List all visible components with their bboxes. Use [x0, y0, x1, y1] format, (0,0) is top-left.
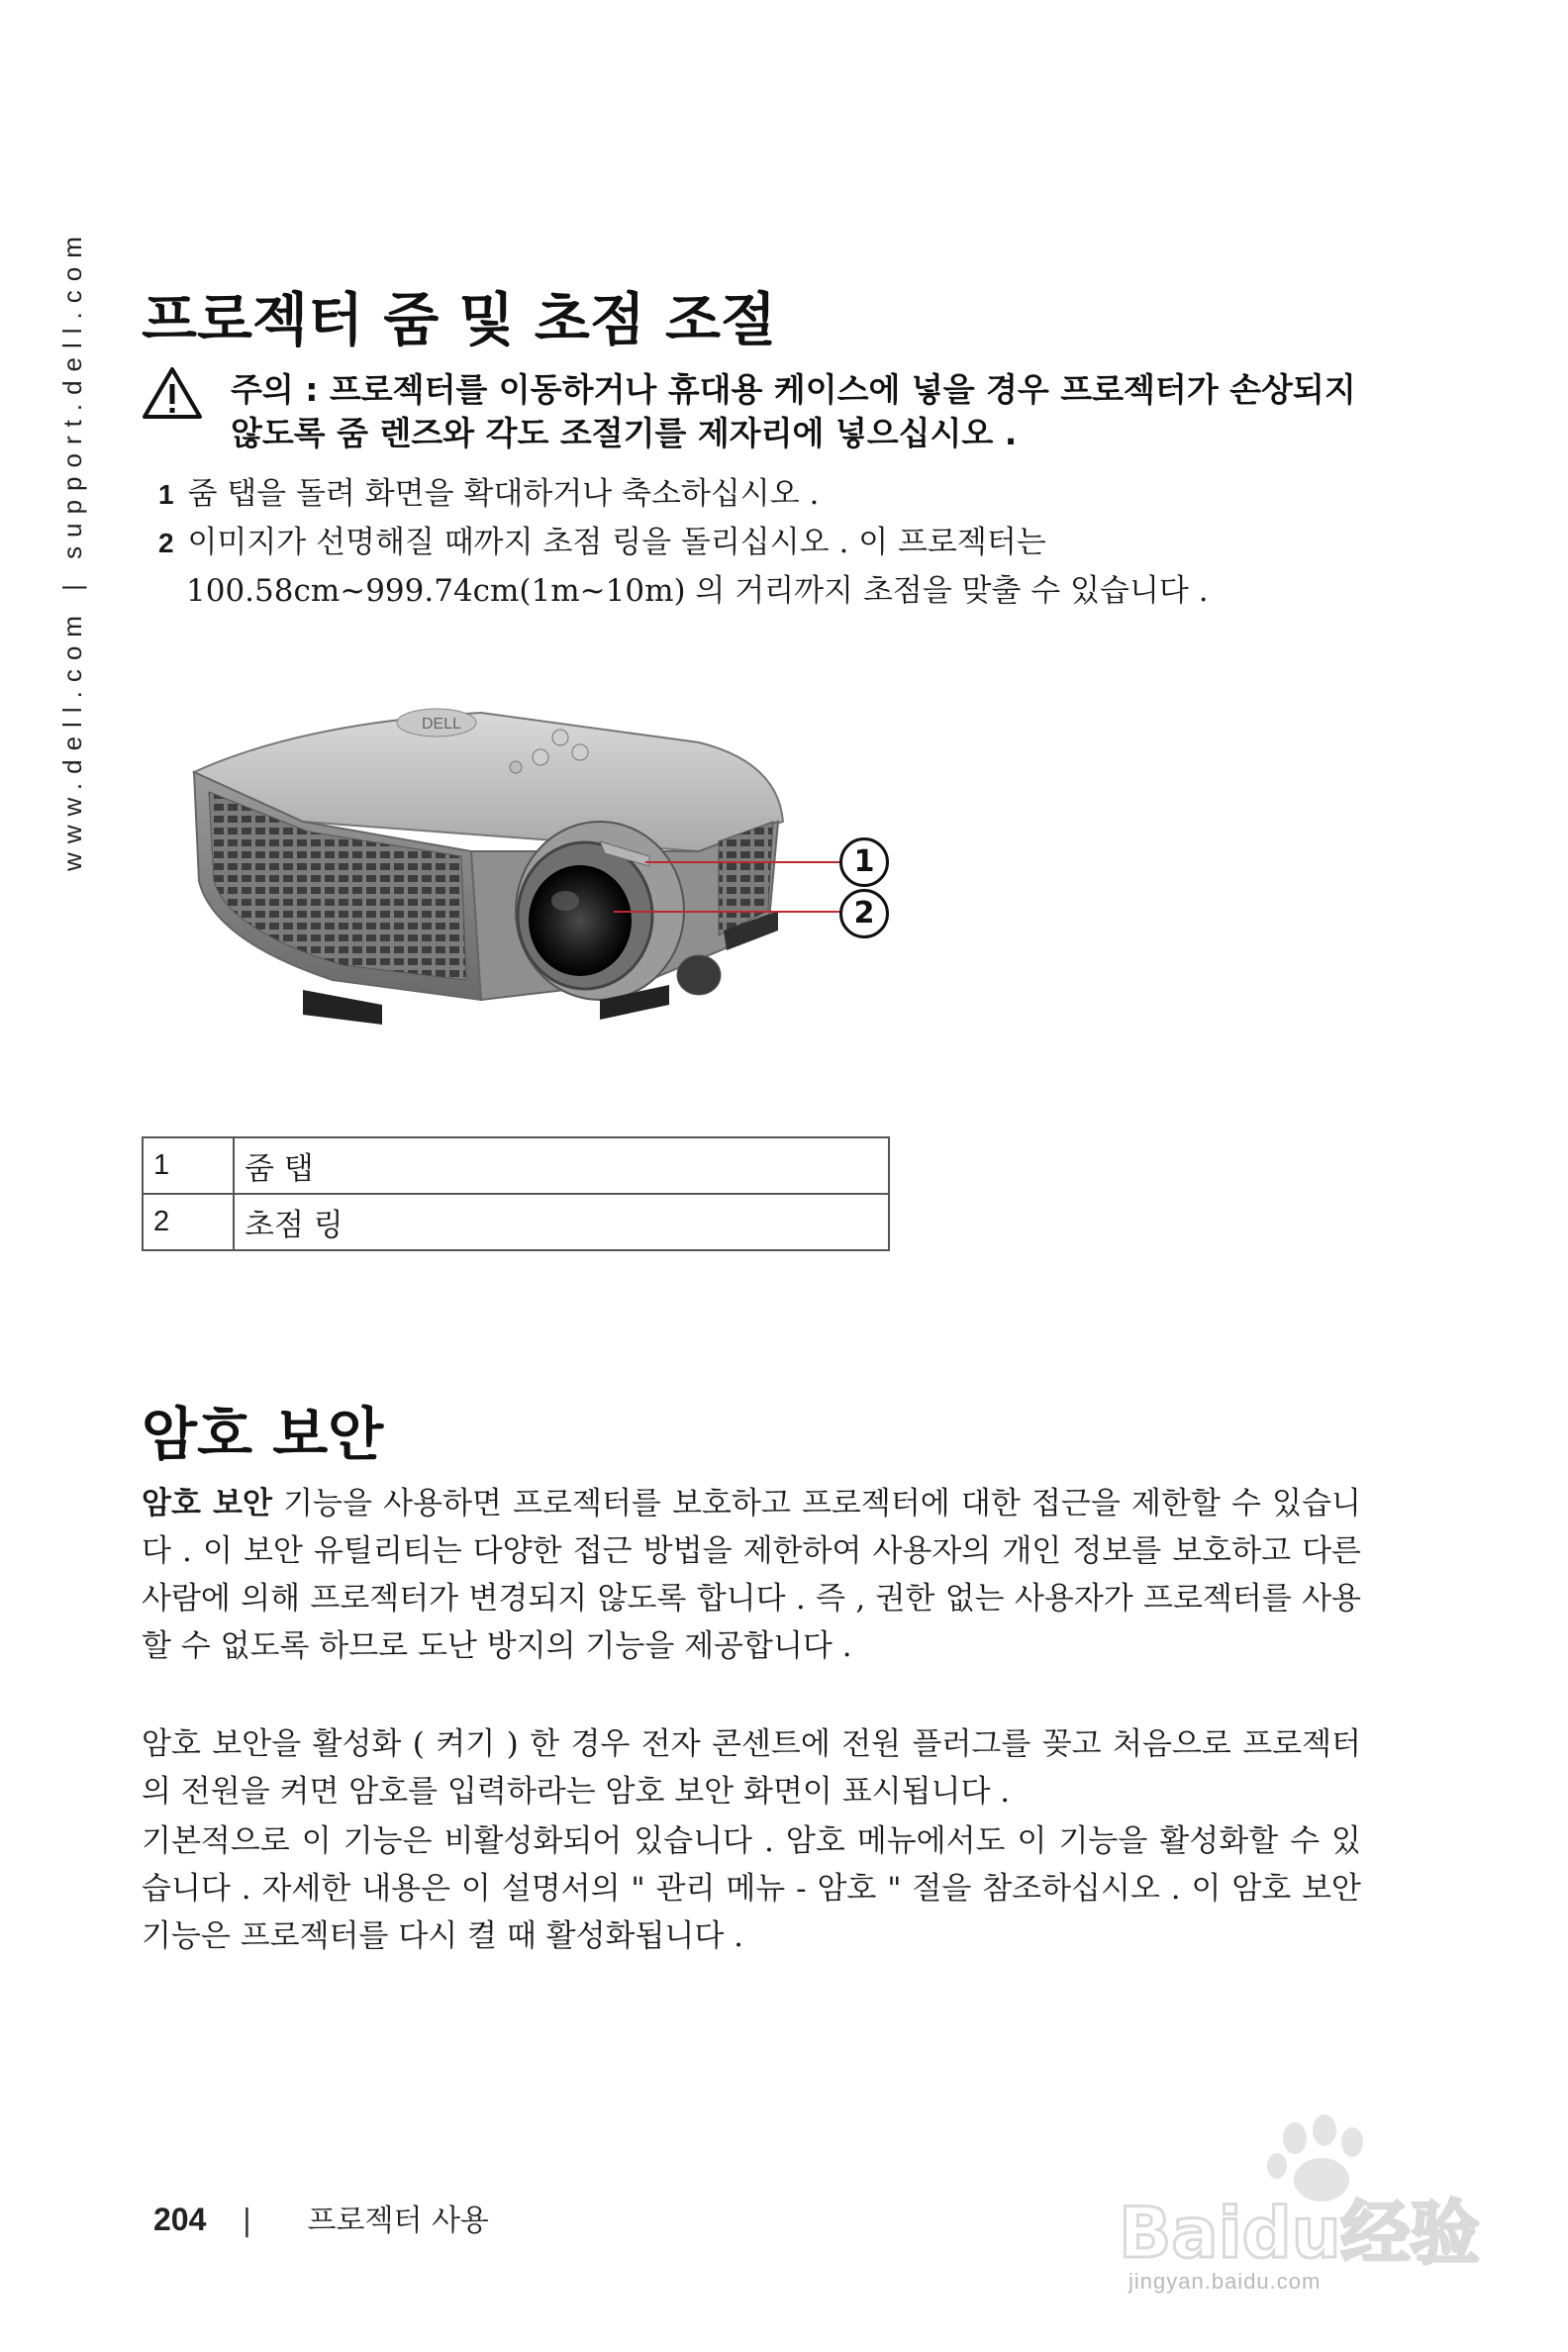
paragraph	[142, 1480, 1361, 1670]
bold-term: 암호 보안	[142, 1486, 272, 1521]
watermark-url: jingyan.baidu.com	[1128, 2269, 1322, 2294]
table-row	[143, 1137, 889, 1194]
watermark-brand-text: Baidu经验	[1119, 2193, 1480, 2274]
paragraph: 기본적으로 이 기능은 비활성화되어 있습니다 . 암호 메뉴에서도 이 기능을 활성화할 수 있습니다 . 자세한 내용은 이 설명서의 " 관리 메뉴 - 암호 " 절을 참조하십시오 . 이 암호 보안 기능은 프로젝터를 다시 켤 때 활성화됩니다 .	[142, 1823, 1361, 1954]
step-number: 2	[158, 528, 174, 558]
legend-number: 2	[143, 1194, 234, 1250]
warning-icon	[142, 366, 203, 420]
legend-number: 1	[143, 1137, 234, 1194]
caution-text: 주의 : 프로젝터를 이동하거나 휴대용 케이스에 넣을 경우 프로젝터가 손상되지 않도록 줌 렌즈와 각도 조절기를 제자리에 넣으십시오 .	[231, 370, 1356, 452]
legend-table	[142, 1136, 890, 1251]
section-title-password-security: 암호 보안	[142, 1401, 384, 1468]
step-number: 1	[158, 479, 174, 510]
page-number: 204	[153, 2202, 207, 2237]
step-text: 이미지가 선명해질 때까지 초점 링을 돌리십시오 . 이 프로젝터는	[187, 525, 1046, 560]
page-footer	[153, 2196, 489, 2239]
caution-notice	[142, 368, 1359, 455]
table-row	[143, 1194, 889, 1250]
projector-photo	[184, 683, 798, 1025]
section-title-zoom-focus: 프로젝터 줌 및 초점 조절	[142, 286, 777, 353]
callout-2: 2	[839, 889, 889, 938]
callout-leader-line	[645, 861, 839, 863]
footer-separator: |	[242, 2204, 252, 2238]
callout-leader-line	[614, 911, 839, 913]
paragraph-text: 기능을 사용하면 프로젝터를 보호하고 프로젝터에 대한 접근을 제한할 수 있습니다 . 이 보안 유틸리티는 다양한 접근 방법을 제한하여 사용자의 개인 정보를 보호하고 다른 사람에 의해 프로젝터가 변경되지 않도록 합니다 . 즉 , 권한 없는 사용자가 프로젝터를 사용할 수 없도록 하므로 도난 방지의 기능을 제공합니다 .	[142, 1486, 1362, 1664]
step-text-continued: 100.58cm~999.74cm(1m~10m) 의 거리까지 초점을 맞출 수 있습니다 .	[186, 573, 1209, 609]
step-item	[158, 470, 1361, 519]
paragraph: 암호 보안을 활성화 ( 켜기 ) 한 경우 전자 콘센트에 전원 플러그를 꽂고 처음으로 프로젝터의 전원을 켜면 암호를 입력하라는 암호 보안 화면이 표시됩니다 .	[142, 1726, 1361, 1810]
chapter-name: 프로젝터 사용	[307, 2204, 489, 2238]
step-item	[158, 519, 1361, 615]
legend-label: 초점 링	[234, 1194, 889, 1250]
callout-1: 1	[839, 837, 889, 887]
side-url: www.dell.com | support.dell.com	[57, 228, 87, 871]
svg-text:DELL: DELL	[422, 716, 462, 733]
legend-label: 줌 탭	[234, 1137, 889, 1194]
step-text: 줌 탭을 돌려 화면을 확대하거나 축소하십시오 .	[187, 476, 820, 512]
